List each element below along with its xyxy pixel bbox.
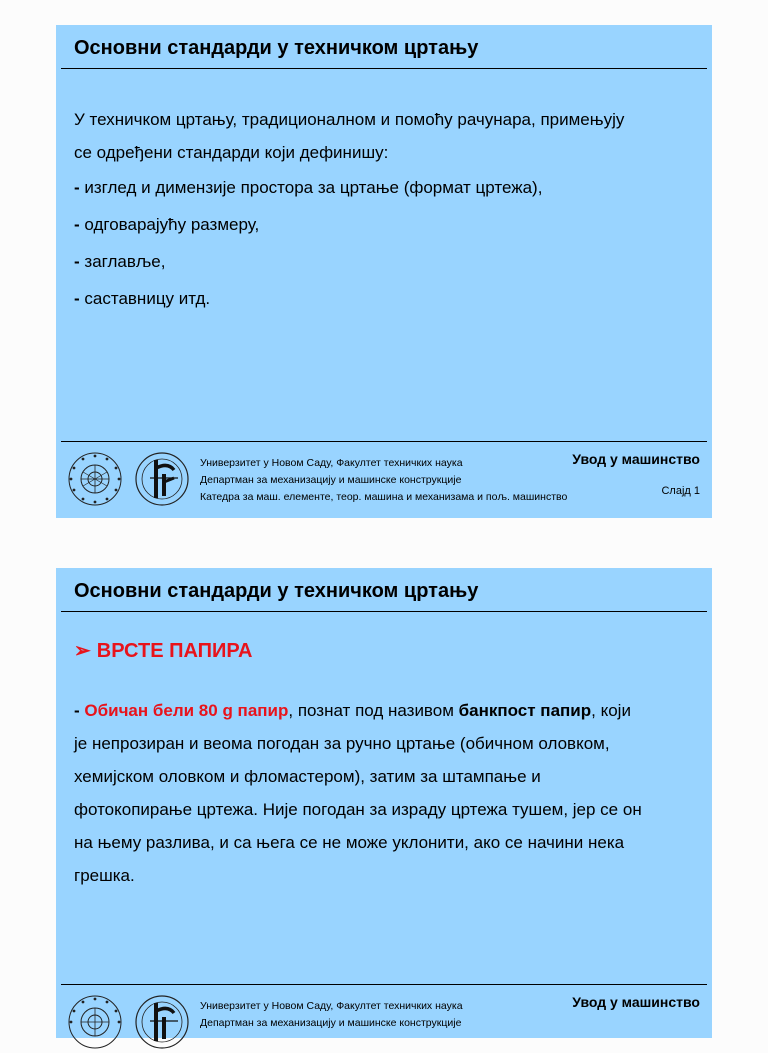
paragraph-line: хемијском оловком и фломастером), затим за штампање и (74, 767, 541, 786)
slide-1 (56, 25, 712, 518)
slide-2 (56, 568, 712, 1038)
institution-line: Универзитет у Новом Саду, Факултет техничких наука (200, 1000, 463, 1012)
list-item (74, 169, 692, 206)
list-item-text: изглед и димензије простора за цртање (формат цртежа), (79, 178, 543, 197)
footer-divider (61, 441, 707, 442)
footer-divider (61, 984, 707, 985)
paragraph-line (74, 694, 692, 727)
paragraph-text: , познат под називом (288, 701, 459, 720)
paragraph-line: грешка. (74, 866, 135, 885)
highlight-text: Обичан бели 80 g папир (84, 701, 289, 720)
list-dash: - (74, 289, 80, 308)
list-dash: - (74, 178, 80, 197)
ftn-faculty-logo (134, 991, 190, 1053)
arrow-bullet-icon: ➢ (74, 640, 91, 662)
course-name: Увод у машинство (572, 451, 700, 467)
institution-line: Департман за механизацију и машинске конструкције (200, 1017, 462, 1029)
intro-line: У техничком цртању, традиционалном и помоћу рачунара, примењују (74, 110, 625, 129)
institution-info (200, 998, 463, 1032)
paragraph-line: на њему разлива, и са њега се не може уклонити, ако се начини нека (74, 833, 625, 852)
list-item (74, 243, 692, 280)
list-item-text: заглавље, (79, 252, 166, 271)
list-item (74, 206, 692, 243)
ftn-faculty-logo (134, 448, 190, 510)
section-heading (74, 638, 252, 663)
list-dash: - (74, 252, 80, 271)
institution-line: Катедра за маш. елементе, теор. машина и механизама и пољ. машинство (200, 491, 568, 503)
slide-body (74, 103, 692, 317)
course-name: Увод у машинство (572, 994, 700, 1010)
section-heading-text: ВРСТЕ ПАПИРА (96, 640, 253, 662)
list-item-text: саставницу итд. (79, 289, 211, 308)
institution-line: Департман за механизацију и машинске конструкције (200, 474, 462, 486)
slide-number: Слајд 1 (661, 485, 700, 497)
list-dash: - (74, 215, 80, 234)
list-item (74, 280, 692, 317)
slide-title: Основни стандарди у техничком цртању (74, 580, 479, 602)
paragraph-text: , који (591, 701, 631, 720)
list-dash: - (74, 701, 85, 720)
institution-info (200, 455, 567, 506)
title-divider (61, 68, 707, 69)
institution-line: Универзитет у Новом Саду, Факултет техничких наука (200, 457, 463, 469)
title-divider (61, 611, 707, 612)
paper-description (74, 694, 692, 892)
slide-title: Основни стандарди у техничком цртању (74, 37, 479, 59)
university-seal-logo (67, 448, 123, 510)
bold-term: банкпост папир (458, 701, 592, 720)
intro-line: се одређени стандарди који дефинишу: (74, 143, 389, 162)
paragraph-line: је непрозиран и веома погодан за ручно цртање (обичном оловком, (74, 734, 610, 753)
paragraph-line: фотокопирање цртежа. Није погодан за израду цртежа тушем, јер се он (74, 800, 642, 819)
list-item-text: одговарајућу размеру, (79, 215, 260, 234)
university-seal-logo (67, 991, 123, 1053)
